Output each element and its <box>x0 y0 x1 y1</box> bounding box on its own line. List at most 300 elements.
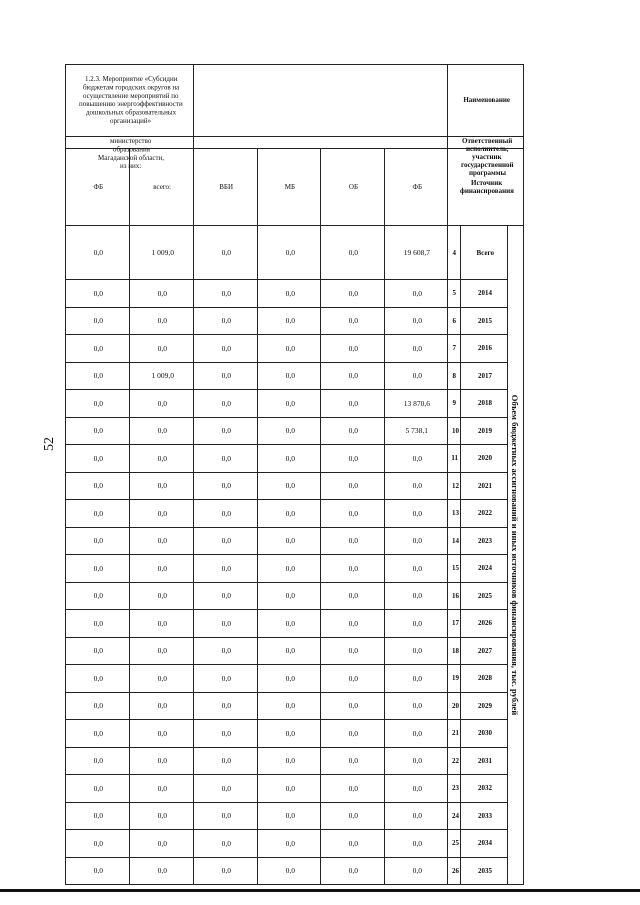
cell-value-text: 0,0 <box>93 866 103 876</box>
cell-value-text: 0,0 <box>285 288 295 298</box>
column-number <box>448 775 461 803</box>
header-year <box>460 555 507 583</box>
header-year-text: 2016 <box>477 344 492 353</box>
header-year <box>460 747 507 775</box>
header-year-text: 2018 <box>477 399 492 408</box>
column-number <box>448 527 461 555</box>
column-number-text: 7 <box>452 344 456 353</box>
cell-value-text: 0,0 <box>412 783 422 793</box>
cell-value <box>129 830 194 858</box>
cell-name-text: 1.2.3. Мероприятие «Субсидии бюджетам городских округов на осуществление мероприятий по повышению энергоэффективности дошкольных образовательных организаций» <box>78 75 183 126</box>
cell-value-text: 0,0 <box>221 481 232 491</box>
cell-value <box>129 335 194 363</box>
cell-total-text: 19 608,7 <box>403 248 431 257</box>
cell-value <box>66 637 130 665</box>
cell-executor-empty <box>194 137 448 149</box>
cell-value <box>129 280 194 308</box>
column-number-text: 10 <box>451 426 459 435</box>
cell-source-text: МБ <box>284 183 296 191</box>
cell-value-text: 0,0 <box>285 563 295 573</box>
cell-value <box>194 527 258 555</box>
cell-total <box>194 226 258 280</box>
column-number <box>448 280 461 308</box>
cell-total-text: 0,0 <box>285 248 295 257</box>
cell-value-text: 0,0 <box>285 646 295 656</box>
column-number-text: 14 <box>451 536 459 545</box>
cell-value-text: 0,0 <box>93 563 103 573</box>
budget-table-sheet <box>65 64 524 885</box>
page-number: 52 <box>42 437 57 451</box>
cell-value <box>384 830 448 858</box>
cell-value <box>66 417 130 445</box>
cell-value-text: 0,0 <box>285 866 295 876</box>
table-row <box>66 65 130 885</box>
cell-value <box>321 527 385 555</box>
cell-value <box>257 637 321 665</box>
header-year-text: 2033 <box>477 811 492 820</box>
cell-value-text: 0,0 <box>157 783 168 793</box>
cell-source <box>194 149 258 226</box>
cell-total-text: 0,0 <box>221 248 232 257</box>
cell-value-text: 0,0 <box>348 426 359 436</box>
cell-value <box>321 802 385 830</box>
cell-value <box>384 362 448 390</box>
cell-value-text: 0,0 <box>348 811 359 821</box>
cell-value <box>194 747 258 775</box>
header-year-text: 2029 <box>477 701 492 710</box>
cell-value-text: 0,0 <box>93 398 103 408</box>
header-year-text: 2025 <box>477 591 492 600</box>
cell-value <box>194 417 258 445</box>
header-year-text: 2015 <box>477 316 492 325</box>
cell-total <box>66 226 130 280</box>
header-year-text: 2031 <box>477 756 492 765</box>
cell-value-text: 0,0 <box>412 591 422 601</box>
cell-value-text: 0,0 <box>285 756 295 766</box>
cell-value <box>129 610 194 638</box>
cell-value <box>384 610 448 638</box>
cell-value <box>384 775 448 803</box>
cell-value-text: 0,0 <box>348 536 359 546</box>
column-number-text: 8 <box>452 371 456 380</box>
cell-value <box>384 555 448 583</box>
cell-value-text: 0,0 <box>157 426 168 436</box>
cell-value <box>129 362 194 390</box>
cell-value-text: 0,0 <box>412 343 422 353</box>
cell-value <box>194 720 258 748</box>
column-number-text: 18 <box>451 646 459 655</box>
cell-value <box>257 830 321 858</box>
cell-value <box>384 445 448 473</box>
cell-value-text: 0,0 <box>157 591 168 601</box>
cell-value-text: 0,0 <box>412 811 422 821</box>
header-year-text: 2021 <box>477 481 492 490</box>
column-number <box>448 830 461 858</box>
cell-value <box>257 665 321 693</box>
cell-value-text: 0,0 <box>157 398 168 408</box>
cell-value <box>194 555 258 583</box>
cell-value <box>66 582 130 610</box>
cell-value <box>384 747 448 775</box>
cell-value <box>384 500 448 528</box>
cell-value <box>321 582 385 610</box>
cell-value-text: 0,0 <box>157 673 168 683</box>
cell-value <box>384 802 448 830</box>
cell-value <box>257 280 321 308</box>
cell-value-text: 0,0 <box>348 728 359 738</box>
cell-value-text: 0,0 <box>93 756 103 766</box>
cell-value-text: 0,0 <box>93 426 103 436</box>
cell-value <box>194 472 258 500</box>
cell-value-text: 0,0 <box>157 811 168 821</box>
cell-value <box>384 417 448 445</box>
cell-value-text: 0,0 <box>348 591 359 601</box>
cell-executor-text: министерство образования Магаданской области, из них: <box>97 137 164 171</box>
column-number <box>448 692 461 720</box>
cell-value <box>66 802 130 830</box>
cell-value-text: 0,0 <box>221 811 232 821</box>
column-number-text: 4 <box>452 248 456 257</box>
cell-value-text: 0,0 <box>348 481 359 491</box>
cell-source-text: ОБ <box>348 183 359 191</box>
cell-value <box>129 692 194 720</box>
cell-value <box>321 500 385 528</box>
column-number <box>448 417 461 445</box>
cell-value-text: 0,0 <box>157 536 168 546</box>
cell-value <box>194 637 258 665</box>
cell-value-text: 0,0 <box>221 618 232 628</box>
cell-value-text: 0,0 <box>348 783 359 793</box>
cell-value <box>384 390 448 418</box>
header-year <box>460 830 507 858</box>
cell-value <box>321 390 385 418</box>
cell-value-text: 0,0 <box>348 453 359 463</box>
cell-value-text: 0,0 <box>93 728 103 738</box>
cell-total <box>129 226 194 280</box>
cell-value <box>66 747 130 775</box>
cell-value <box>129 417 194 445</box>
cell-value <box>66 335 130 363</box>
cell-value-text: 0,0 <box>93 371 103 381</box>
cell-value-text: 0,0 <box>157 288 168 298</box>
cell-value <box>129 582 194 610</box>
cell-value <box>384 857 448 885</box>
header-year-text: 2027 <box>477 646 492 655</box>
cell-value-text: 0,0 <box>348 673 359 683</box>
cell-value-text: 0,0 <box>93 316 103 326</box>
budget-table <box>65 64 524 885</box>
cell-value-text: 0,0 <box>412 563 422 573</box>
cell-value <box>257 775 321 803</box>
cell-value <box>384 637 448 665</box>
header-year <box>460 390 507 418</box>
cell-value-text: 0,0 <box>93 288 103 298</box>
cell-value-text: 0,0 <box>348 316 359 326</box>
column-number-text: 16 <box>451 591 459 600</box>
cell-value-text: 0,0 <box>285 618 295 628</box>
cell-value-text: 0,0 <box>348 508 359 518</box>
cell-value <box>257 720 321 748</box>
cell-value-text: 0,0 <box>221 673 232 683</box>
cell-value-text: 5 738,1 <box>405 426 429 436</box>
cell-value <box>194 335 258 363</box>
cell-value-text: 0,0 <box>93 508 103 518</box>
cell-value <box>321 637 385 665</box>
column-number-text: 23 <box>451 784 459 793</box>
cell-value <box>194 830 258 858</box>
cell-value-text: 0,0 <box>348 866 359 876</box>
cell-value <box>257 500 321 528</box>
cell-value <box>194 362 258 390</box>
cell-value-text: 0,0 <box>285 398 295 408</box>
cell-executor <box>66 137 194 171</box>
cell-value-text: 0,0 <box>221 866 232 876</box>
cell-value-text: 0,0 <box>93 481 103 491</box>
header-year-text: 2024 <box>477 564 492 573</box>
cell-value-text: 0,0 <box>93 591 103 601</box>
column-number <box>448 445 461 473</box>
cell-value-text: 0,0 <box>348 563 359 573</box>
header-volume: Объем бюджетных ассигнований и иных источников финансирования, тыс. рублей <box>507 226 523 885</box>
cell-value-text: 0,0 <box>157 701 168 711</box>
cell-value <box>321 747 385 775</box>
cell-value <box>66 610 130 638</box>
cell-value-text: 0,0 <box>348 838 359 848</box>
table-row <box>384 65 448 885</box>
cell-value <box>194 307 258 335</box>
header-year <box>460 582 507 610</box>
cell-value-text: 0,0 <box>93 783 103 793</box>
column-number-text: 21 <box>451 729 459 738</box>
cell-value-text: 0,0 <box>412 288 422 298</box>
cell-total <box>321 226 385 280</box>
cell-value <box>129 747 194 775</box>
cell-value <box>129 775 194 803</box>
cell-value-text: 0,0 <box>93 453 103 463</box>
header-year <box>460 610 507 638</box>
cell-value-text: 0,0 <box>285 591 295 601</box>
cell-value <box>257 857 321 885</box>
header-year-text: 2014 <box>477 289 492 298</box>
cell-value-text: 0,0 <box>157 618 168 628</box>
cell-value-text: 0,0 <box>93 673 103 683</box>
cell-value <box>321 362 385 390</box>
cell-value <box>194 390 258 418</box>
header-year-text: 2028 <box>477 674 492 683</box>
cell-value <box>129 802 194 830</box>
cell-value <box>384 665 448 693</box>
header-year-text: 2026 <box>477 619 492 628</box>
cell-value <box>194 692 258 720</box>
cell-value-text: 13 870,6 <box>403 398 431 408</box>
column-number <box>448 747 461 775</box>
cell-value <box>66 280 130 308</box>
cell-value <box>257 307 321 335</box>
column-number <box>448 500 461 528</box>
cell-value <box>129 390 194 418</box>
cell-value <box>257 747 321 775</box>
cell-value <box>194 610 258 638</box>
cell-source <box>321 149 385 226</box>
cell-value <box>194 445 258 473</box>
cell-value-text: 0,0 <box>157 453 168 463</box>
cell-value-text: 0,0 <box>348 371 359 381</box>
column-number-text: 17 <box>451 619 459 628</box>
cell-value-text: 0,0 <box>412 728 422 738</box>
cell-value-text: 0,0 <box>285 316 295 326</box>
header-year-text: 2019 <box>477 426 492 435</box>
cell-value <box>66 665 130 693</box>
cell-value <box>257 527 321 555</box>
cell-value <box>384 692 448 720</box>
header-total-text: Всего <box>476 248 494 257</box>
cell-value-text: 0,0 <box>157 756 168 766</box>
column-number <box>448 335 461 363</box>
cell-value-text: 0,0 <box>285 426 295 436</box>
header-year <box>460 417 507 445</box>
column-number <box>448 472 461 500</box>
cell-value-text: 0,0 <box>412 453 422 463</box>
cell-value-text: 0,0 <box>412 866 422 876</box>
cell-value-text: 0,0 <box>285 481 295 491</box>
header-year <box>460 775 507 803</box>
header-year <box>460 665 507 693</box>
cell-value-text: 0,0 <box>157 646 168 656</box>
cell-value <box>257 582 321 610</box>
cell-value <box>321 307 385 335</box>
cell-value-text: 0,0 <box>93 811 103 821</box>
column-number-text: 19 <box>451 674 459 683</box>
column-number <box>448 555 461 583</box>
cell-value-text: 0,0 <box>285 701 295 711</box>
cell-value <box>257 335 321 363</box>
cell-value <box>194 665 258 693</box>
cell-value <box>257 445 321 473</box>
cell-value-text: 0,0 <box>221 591 232 601</box>
cell-value <box>384 307 448 335</box>
column-number <box>448 226 461 280</box>
cell-value <box>129 445 194 473</box>
cell-value-text: 0,0 <box>93 646 103 656</box>
cell-value <box>66 775 130 803</box>
cell-value-text: 0,0 <box>221 701 232 711</box>
cell-total <box>257 226 321 280</box>
cell-name-empty <box>194 65 448 137</box>
header-year-text: 2023 <box>477 536 492 545</box>
table-row <box>129 65 194 885</box>
column-number <box>448 720 461 748</box>
cell-value-text: 0,0 <box>412 701 422 711</box>
column-number-text: 20 <box>451 701 459 710</box>
cell-value-text: 0,0 <box>412 508 422 518</box>
cell-value <box>66 307 130 335</box>
bottom-rule <box>0 889 640 892</box>
cell-value-text: 0,0 <box>412 316 422 326</box>
cell-value-text: 0,0 <box>412 371 422 381</box>
header-year-text: 2022 <box>477 509 492 518</box>
cell-value <box>257 692 321 720</box>
cell-total-text: 0,0 <box>348 248 359 257</box>
cell-name <box>66 65 194 137</box>
cell-value <box>66 472 130 500</box>
cell-value <box>384 582 448 610</box>
cell-value-text: 0,0 <box>221 288 232 298</box>
cell-value <box>66 527 130 555</box>
cell-value-text: 0,0 <box>221 728 232 738</box>
cell-value-text: 0,0 <box>285 343 295 353</box>
cell-value <box>194 857 258 885</box>
cell-value <box>384 720 448 748</box>
cell-value-text: 0,0 <box>221 371 232 381</box>
cell-value <box>257 472 321 500</box>
cell-value <box>194 802 258 830</box>
cell-value <box>129 307 194 335</box>
cell-value <box>321 280 385 308</box>
cell-value <box>129 555 194 583</box>
column-number <box>448 857 461 885</box>
header-year-text: 2034 <box>477 839 492 848</box>
cell-value <box>321 665 385 693</box>
cell-value <box>66 692 130 720</box>
cell-value-text: 0,0 <box>412 481 422 491</box>
column-number-text: 15 <box>451 564 459 573</box>
cell-value-text: 0,0 <box>157 316 168 326</box>
column-number <box>448 307 461 335</box>
cell-value-text: 0,0 <box>348 756 359 766</box>
column-number-text: 12 <box>451 481 459 490</box>
column-number-text: 5 <box>452 289 456 298</box>
cell-source-text: ФБ <box>412 183 422 191</box>
cell-value <box>66 830 130 858</box>
cell-value-text: 0,0 <box>93 701 103 711</box>
header-name <box>448 65 524 137</box>
header-year <box>460 472 507 500</box>
header-row-main <box>507 65 523 885</box>
cell-value-text: 0,0 <box>348 618 359 628</box>
cell-value-text: 0,0 <box>221 426 232 436</box>
cell-value <box>129 857 194 885</box>
cell-value-text: 0,0 <box>221 563 232 573</box>
cell-value-text: 0,0 <box>285 453 295 463</box>
column-number-text: 26 <box>451 866 459 875</box>
cell-source-text: всего: <box>153 183 172 191</box>
header-year <box>460 335 507 363</box>
header-year <box>460 445 507 473</box>
cell-value <box>66 555 130 583</box>
cell-value <box>257 610 321 638</box>
cell-value <box>321 692 385 720</box>
cell-value <box>129 527 194 555</box>
cell-total-text: 0,0 <box>93 248 103 257</box>
column-number-text: 24 <box>451 811 459 820</box>
cell-value-text: 0,0 <box>285 838 295 848</box>
cell-value-text: 0,0 <box>412 756 422 766</box>
column-number-text: 22 <box>451 756 459 765</box>
cell-value <box>321 472 385 500</box>
header-name-text: Наименование <box>463 96 511 105</box>
cell-value-text: 0,0 <box>412 618 422 628</box>
cell-value <box>321 775 385 803</box>
cell-value <box>321 445 385 473</box>
cell-value <box>321 417 385 445</box>
cell-value <box>321 720 385 748</box>
cell-value-text: 0,0 <box>221 398 232 408</box>
cell-value-text: 0,0 <box>93 536 103 546</box>
column-number-text: 11 <box>451 454 459 463</box>
cell-value <box>194 500 258 528</box>
header-year <box>460 280 507 308</box>
cell-value <box>66 857 130 885</box>
